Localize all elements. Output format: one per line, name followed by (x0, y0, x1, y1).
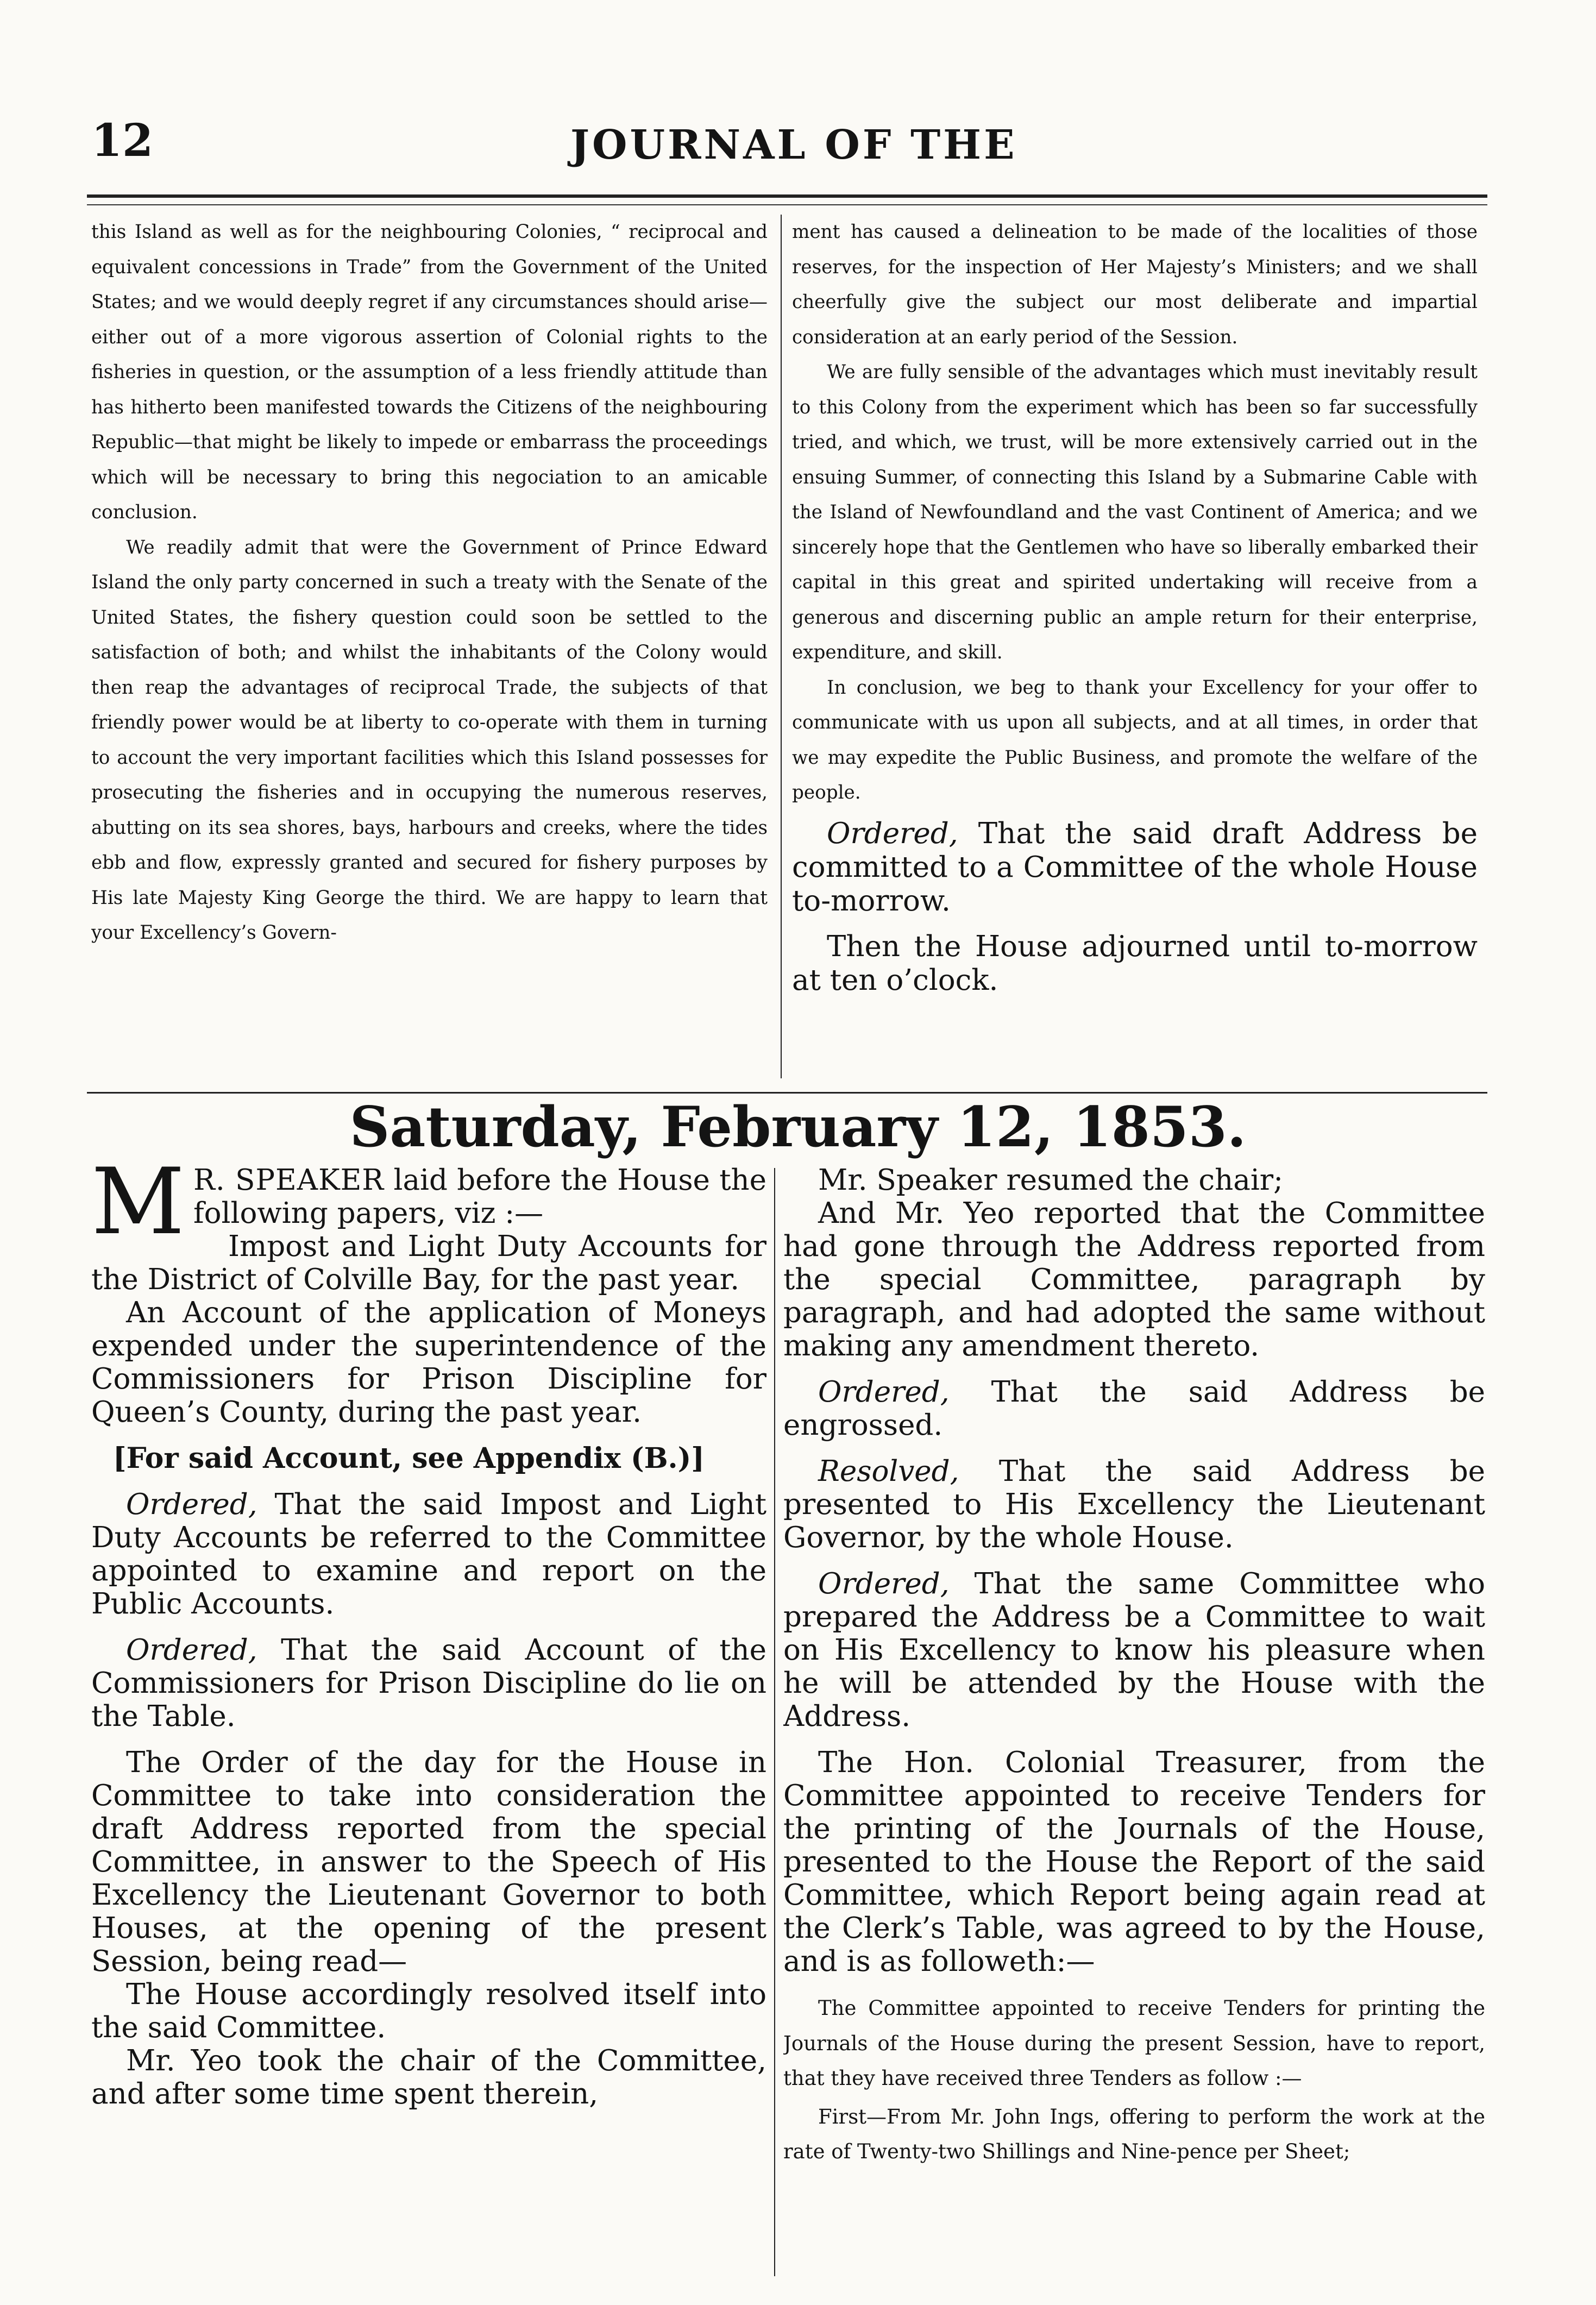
resolved-into-committee: The House accordingly resolved itself into the said Committee. (91, 1978, 766, 2044)
top-left-column (91, 215, 768, 1051)
committee-report (783, 1991, 1485, 2170)
header-rule-thin (87, 204, 1487, 205)
column-divider (781, 215, 782, 1078)
order-text: That the same Committee who prepared the Address be a Committee to wait on His Excellency to know his pleasure when he will be attended by the House with the Address. (783, 1567, 1485, 1733)
ordered-label: Ordered, (126, 1634, 257, 1667)
ordered-label: Ordered, (827, 817, 958, 850)
speaker-resumed: Mr. Speaker resumed the chair; (818, 1164, 1283, 1197)
appendix-reference: [For said Account, see Appendix (B.)] (113, 1442, 705, 1475)
header-rule (87, 194, 1487, 198)
report-intro: The Committee appointed to receive Tenders for printing the Journals of the House during the present Session, have to report, that they have received three Tenders as follow :— (783, 1996, 1485, 2090)
section-rule (87, 1092, 1487, 1094)
resolved-paragraph (783, 1455, 1485, 1554)
order-text: That the said Impost and Light Duty Accounts be referred to the Committee appointed to examine and report on the Public Accounts. (91, 1488, 766, 1621)
paper-item: An Account of the application of Moneys expended under the superintendence of the Commissioners for Prison Discipline for Queen’s County, during the past year. (91, 1296, 766, 1429)
order-paragraph (91, 1488, 766, 1621)
report-first-tender: First—From Mr. John Ings, offering to perform the work at the rate of Twenty-two Shillings and Nine-pence per Sheet; (783, 2105, 1485, 2163)
order-text: That the said Address be engrossed. (783, 1376, 1485, 1442)
order-paragraph (783, 1567, 1485, 1733)
adjournment: Then the House adjourned until to-morrow at ten o’clock. (792, 929, 1478, 997)
ordered-committed (792, 817, 1478, 918)
paragraph: We are fully sensible of the advantages which must inevitably result to this Colony from the experiment which has been so far successfully tried, and which, we trust, will be more extensively carried out in the ensuing Summer, of connecting this Island by a Submarine Cable with the Island of Newfoundland and the vast Continent of America; and we sincerely hope that the Gentlemen who have so liberally embarked their capital in this great and spirited undertaking will receive from a generous and discerning public an ample return for their enterprise, expenditure, and skill. (792, 361, 1478, 663)
yeo-reported: And Mr. Yeo reported that the Committee had gone through the Address reported from the special Committee, paragraph by paragraph, and had adopted the same without making any amendment thereto. (783, 1197, 1485, 1362)
ordered-label: Ordered, (818, 1376, 950, 1409)
paragraph: In conclusion, we beg to thank your Excellency for your offer to communicate with us upon all subjects, and at all times, in order that we may expedite the Public Business, and promote the welfare of the people. (792, 676, 1478, 803)
column-divider (774, 1168, 775, 2276)
opening-paragraph (91, 1164, 766, 1255)
yeo-chair: Mr. Yeo took the chair of the Committee, and after some time spent therein, (91, 2044, 766, 2111)
bottom-left-column (91, 1164, 766, 2256)
date-heading: Saturday, February 12, 1853. (349, 1095, 1247, 1160)
order-text: That the said Account of the Commissioners for Prison Discipline do lie on the Table. (91, 1634, 766, 1733)
resolved-text: That the said Address be presented to His Excellency the Lieutenant Governor, by the whole House. (783, 1455, 1485, 1554)
paragraph: We readily admit that were the Government of Prince Edward Island the only party concerned in such a treaty with the Senate of the United States, the fishery question could soon be settled to the satisfaction of both; and whilst the inhabitants of the Colony would then reap the advantages of reciprocal Trade, the subjects of that friendly power would be at liberty to co-operate with them in turning to account the very important facilities which this Island possesses for prosecuting the fisheries and in occupying the numerous reserves, abutting on its sea shores, bays, harbours and creeks, where the tides ebb and flow, expressly granted and secured for fishery purposes by His late Majesty King George the third. We are happy to learn that your Excellency’s Govern- (91, 536, 768, 944)
order-of-day: The Order of the day for the House in Committee to take into consideration the draft Address reported from the special Committee, in answer to the Speech of His Excellency the Lieutenant Governor to both Houses, at the opening of the present Session, being read— (91, 1746, 766, 1978)
opening-text: laid before the House the following papers, viz :— (193, 1164, 766, 1230)
page-number: 12 (91, 115, 154, 167)
paper-item: Impost and Light Duty Accounts for the District of Colville Bay, for the past year. (91, 1230, 766, 1296)
ordered-text: That the said draft Address be committed to a Committee of the whole House to-morrow. (792, 817, 1478, 918)
treasurer-report: The Hon. Colonial Treasurer, from the Committee appointed to receive Tenders for the printing of the Journals of the House, presented to the House the Report of the said Committee, which Report being again read at the Clerk’s Table, was agreed to by the House, and is as followeth:— (783, 1746, 1485, 1978)
ordered-label: Ordered, (818, 1567, 950, 1600)
opening-caps: R. SPEAKER (193, 1164, 385, 1197)
paragraph: this Island as well as for the neighbouring Colonies, “ reciprocal and equivalent concessions in Trade” from the Government of the United States; and we would deeply regret if any circumstances should arise—either out of a more vigorous assertion of Colonial rights to the fisheries in question, or the assumption of a less friendly attitude than has hitherto been manifested towards the Citizens of the neighbouring Republic—that might be likely to impede or embarrass the proceedings which will be necessary to bring this negociation to an amicable conclusion. (91, 221, 768, 523)
running-title: JOURNAL OF THE (570, 122, 1017, 168)
paragraph: ment has caused a delineation to be made of the localities of those reserves, for the inspection of Her Majesty’s Ministers; and we shall cheerfully give the subject our most deliberate and impartial consideration at an early period of the Session. (792, 221, 1478, 348)
top-right-column (792, 215, 1478, 1088)
ordered-label: Ordered, (126, 1488, 257, 1521)
resolved-label: Resolved, (818, 1455, 959, 1488)
order-paragraph (783, 1376, 1485, 1442)
bottom-right-column (783, 1164, 1485, 2256)
order-paragraph (91, 1634, 766, 1733)
drop-cap: M (91, 1164, 185, 1255)
